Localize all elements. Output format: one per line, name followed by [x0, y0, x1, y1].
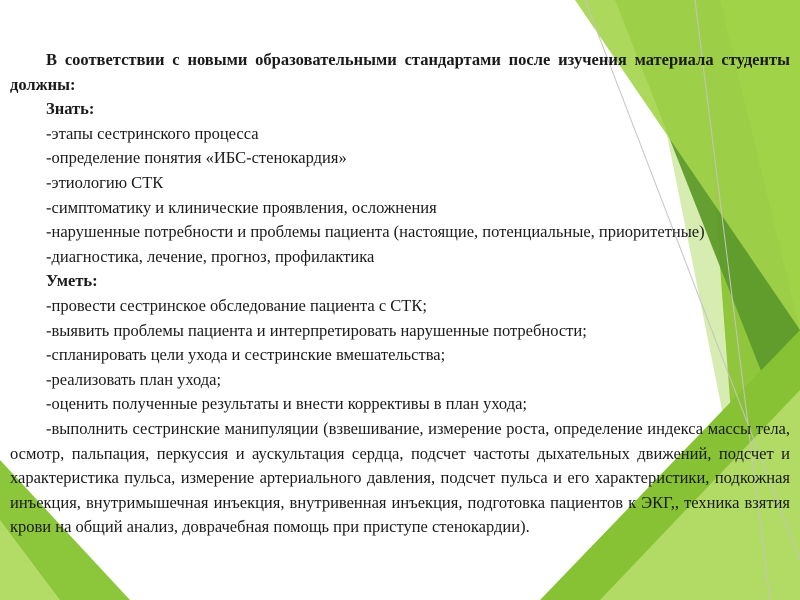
- can-item: -реализовать план ухода;: [46, 369, 222, 389]
- intro-paragraph: В соответствии с новыми образовательными стандартами после изучения материала студенты должны:: [10, 50, 790, 94]
- can-item: -провести сестринское обследование пациента с СТК;: [46, 295, 427, 315]
- can-item: -выполнить сестринские манипуляции (взвешивание, измерение роста, определение индекса массы тела, осмотр, пальпация, перкуссия и аускультация сердца, подсчет частоты дыхательных движений, подсчет и характеристика пульса, измерение артериального давления, подсчет пульса и его характеристики, подкожная инъекция, внутримышечная инъекция, внутривенная инъекция, подготовка пациентов к ЭКГ,, техника взятия крови на общий анализ, доврачебная помощь при приступе стенокардии).: [10, 418, 790, 537]
- know-item: -нарушенные потребности и проблемы пациента (настоящие, потенциальные, приоритетные): [46, 222, 705, 242]
- know-heading: Знать:: [46, 99, 95, 119]
- can-heading: Уметь:: [46, 271, 98, 291]
- can-item: -оценить полученные результаты и внести коррективы в план ухода;: [46, 394, 528, 414]
- know-item: -определение понятия «ИБС-стенокардия»: [46, 148, 347, 168]
- can-item: -спланировать цели ухода и сестринские вмешательства;: [46, 345, 446, 365]
- know-item: -диагностика, лечение, прогноз, профилактика: [46, 246, 375, 266]
- slide-content: [10, 48, 790, 540]
- can-item: -выявить проблемы пациента и интерпретировать нарушенные потребности;: [46, 320, 587, 340]
- know-item: -этапы сестринского процесса: [46, 123, 259, 143]
- know-item: -симптоматику и клинические проявления, осложнения: [46, 197, 437, 217]
- know-item: -этиологию СТК: [46, 172, 164, 192]
